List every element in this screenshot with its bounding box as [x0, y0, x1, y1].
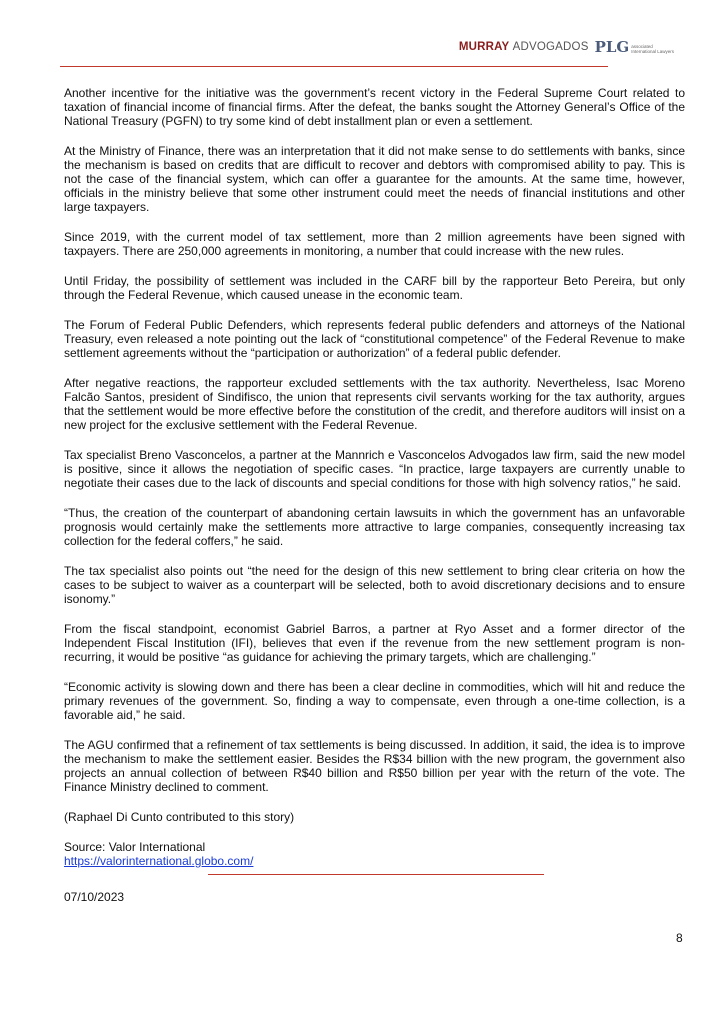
paragraph: The AGU confirmed that a refinement of tax settlements is being discussed. In addition, it said, the idea is to improve the mechanism to make the settlement easier. Besides the R$34 billion with the new program, the government also projects an annual collection of between R$40 billion and R$50 billion per year with the return of the vote. The Finance Ministry declined to comment. — [64, 738, 685, 794]
paragraph: Since 2019, with the current model of tax settlement, more than 2 million agreements have been signed with taxpayers. There are 250,000 agreements in monitoring, a number that could increase with the new rules. — [64, 230, 685, 258]
paragraph: At the Ministry of Finance, there was an interpretation that it did not make sense to do settlements with banks, since the mechanism is based on credits that are difficult to recover and debtors with compromised ability to pay. This is not the case of the financial system, which can offer a guarantee for the amounts. At the same time, however, officials in the ministry believe that some other instrument could meet the needs of financial institutions and other large taxpayers. — [64, 144, 685, 214]
logo-sub-1: associated — [631, 44, 653, 49]
plg-logo — [595, 40, 674, 55]
source-label: Source: Valor International — [64, 840, 206, 854]
section-divider — [208, 874, 544, 875]
article-body — [64, 86, 685, 868]
article-date: 07/10/2023 — [64, 890, 125, 904]
source-link[interactable]: https://valorinternational.globo.com/ — [64, 854, 254, 868]
paragraph: From the fiscal standpoint, economist Gabriel Barros, a partner at Ryo Asset and a former director of the Independent Fiscal Institution (IFI), believes that even if the revenue from the new settlement program is non-recurring, it would be positive “as guidance for achieving the primary targets, which are challenging.” — [64, 622, 685, 664]
logo-sub-2: International Lawyers — [631, 49, 674, 54]
brand-name — [459, 41, 589, 55]
paragraph: The Forum of Federal Public Defenders, which represents federal public defenders and attorneys of the National Treasury, even released a note pointing out the lack of “constitutional competence” of the Federal Revenue to make settlement agreements without the “participation or authorization” of a federal public defender. — [64, 318, 685, 360]
paragraph: The tax specialist also points out “the need for the design of this new settlement to bring clear criteria on how the cases to be subject to waiver as a counterpart will be selected, both to avoid discretionary decisions and to ensure isonomy.” — [64, 564, 685, 606]
logo-subtext — [631, 44, 674, 55]
paragraph: Tax specialist Breno Vasconcelos, a partner at the Mannrich e Vasconcelos Advogados law firm, said the new model is positive, since it allows the negotiation of specific cases. “In practice, large taxpayers are currently unable to negotiate their cases due to the lack of discounts and special conditions for those with high solvency ratios,” he said. — [64, 448, 685, 490]
contributor-note: (Raphael Di Cunto contributed to this story) — [64, 810, 295, 824]
paragraph: After negative reactions, the rapporteur excluded settlements with the tax authority. Nevertheless, Isac Moreno Falcão Santos, president of Sindifisco, the union that represents civil servants working for the tax authority, argues that the settlement would be more effective before the constitution of the credit, and therefore auditors will insist on a new project for the exclusive settlement with the Federal Revenue. — [64, 376, 685, 432]
source-block — [64, 840, 685, 868]
paragraph: “Economic activity is slowing down and there has been a clear decline in commodities, which will hit and reduce the primary revenues of the government. So, finding a way to compensate, even through a one-time collection, is a favorable aid,” he said. — [64, 680, 685, 722]
header-divider — [60, 66, 608, 67]
brand-secondary: ADVOGADOS — [512, 41, 589, 53]
paragraph: Another incentive for the initiative was the government’s recent victory in the Federal Supreme Court related to taxation of financial income of financial firms. After the defeat, the banks sought the Attorney General’s Office of the National Treasury (PGFN) to try some kind of debt installment plan or even a settlement. — [64, 86, 685, 128]
paragraph: Until Friday, the possibility of settlement was included in the CARF bill by the rapporteur Beto Pereira, but only through the Federal Revenue, which caused unease in the economic team. — [64, 274, 685, 302]
page-number: 8 — [676, 931, 683, 945]
logo-text: PLG — [594, 38, 630, 56]
page-header — [459, 40, 674, 55]
brand-primary: MURRAY — [458, 41, 510, 53]
paragraph: “Thus, the creation of the counterpart of abandoning certain lawsuits in which the government has an unfavorable prognosis would certainly make the settlements more attractive to large companies, consequently increasing tax collection for the federal coffers,” he said. — [64, 506, 685, 548]
